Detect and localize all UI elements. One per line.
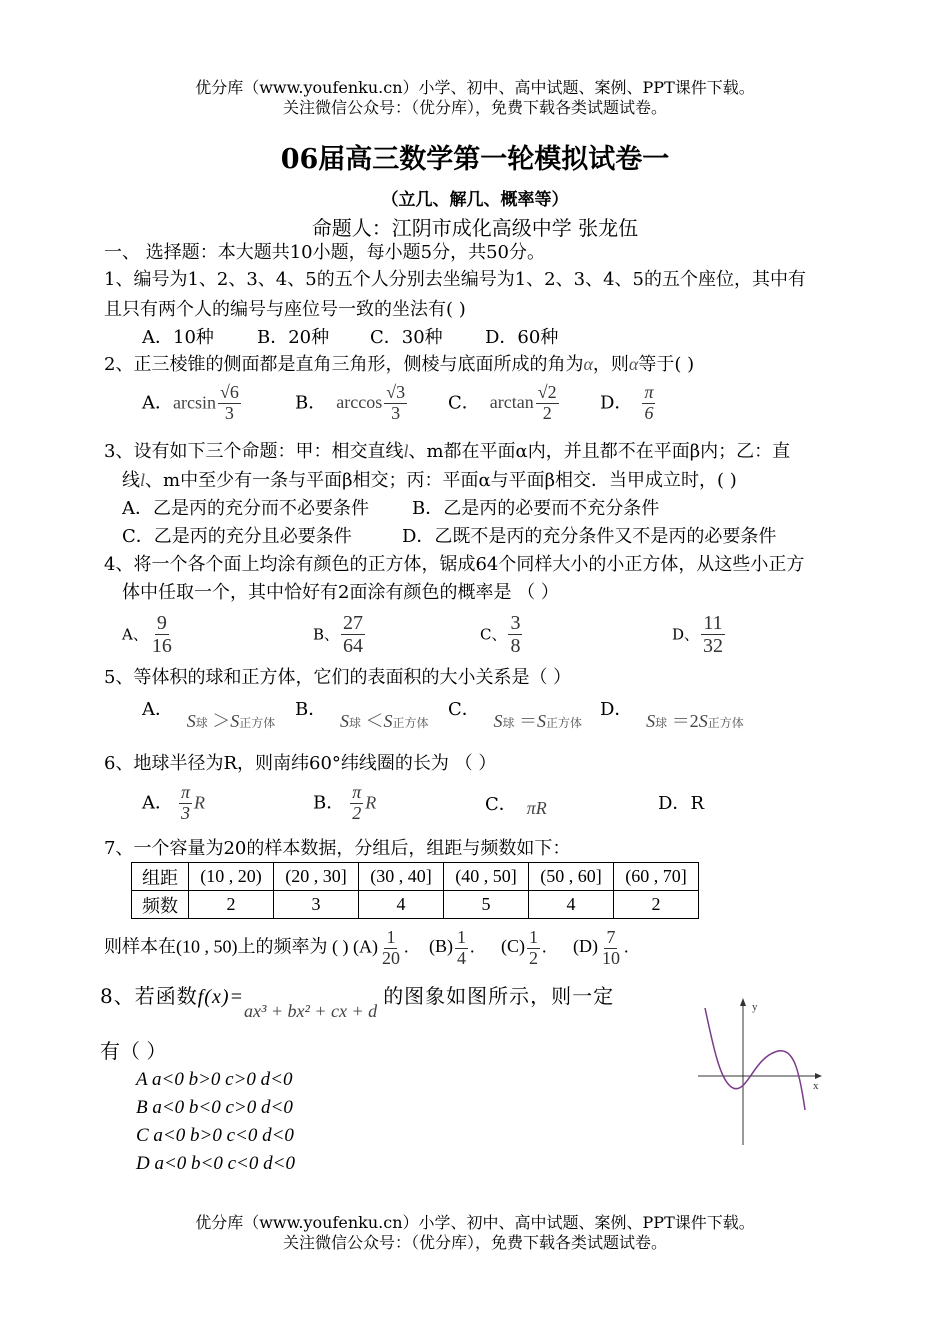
q2-text-b: ，则: [592, 354, 629, 375]
q4-den-d: 32: [703, 635, 724, 657]
q6-r-a: R: [194, 792, 206, 813]
subtitle: （立几、解几、概率等）: [381, 190, 569, 210]
table-cell: 2: [189, 891, 274, 919]
q2-func-c: arctan: [489, 392, 534, 413]
q2-num-b: √3: [386, 382, 406, 402]
table-cell: 组距: [132, 863, 189, 891]
q5-s2-c: S: [537, 711, 547, 731]
q5-sub1-d: 球: [655, 716, 668, 730]
q7-den-d: 10: [601, 947, 620, 968]
q5-sub2-c: 正方体: [546, 716, 583, 730]
q5-sub1-b: 球: [348, 716, 361, 730]
q2-text-c: 等于( ): [638, 354, 695, 375]
q8-option-a: A a<0 b>0 c>0 d<0: [136, 1069, 293, 1090]
q4-den-b: 64: [343, 635, 364, 657]
q6-option-a: [142, 783, 205, 824]
q7-answer-line: [104, 928, 628, 969]
q2-label-b: B．: [295, 392, 327, 414]
q6-option-d: [658, 793, 704, 815]
q2-option-b: [295, 383, 409, 424]
q5-label-d: D．: [600, 699, 633, 720]
q2-alpha-1: α: [583, 354, 593, 374]
q4-fraction-d: [701, 612, 725, 657]
q5-sub1-a: 球: [195, 716, 208, 730]
q5-label-c: C．: [448, 699, 480, 720]
q5-option-c: [448, 698, 583, 731]
q4-line-2: 体中任取一个，其中恰好有2面涂有颜色的概率是 （ ）: [122, 582, 559, 603]
q2-label-a: A．: [142, 392, 173, 414]
y-axis-arrow-icon: [740, 998, 746, 1006]
table-cell: 4: [359, 891, 444, 919]
q7-label-c: (C): [500, 936, 525, 957]
q2-fraction-d: [642, 383, 655, 424]
q4-fraction-c: [508, 612, 522, 657]
q5-s2-b: S: [383, 711, 393, 731]
q8-option-d: D a<0 b<0 c<0 d<0: [136, 1153, 295, 1174]
q7-num-a: 1: [386, 927, 396, 947]
q6-num-b: π: [352, 782, 362, 802]
q5-s1-a: S: [186, 711, 196, 731]
q5-s1-d: S: [646, 711, 656, 731]
q5-label-a: A．: [142, 699, 173, 720]
q5-s1-c: S: [493, 711, 503, 731]
q5-expr-a: [187, 711, 276, 731]
q2-fraction-b: [384, 383, 407, 424]
q5-s2-d: S: [698, 711, 708, 731]
q6-fraction-b: [350, 783, 363, 824]
q7-label-d: (D): [572, 936, 598, 957]
q1-line-1: 1、编号为1、2、3、4、5的五个人分别去坐编号为1、2、3、4、5的五个座位，其中有: [104, 269, 806, 290]
q5-sub2-a: 正方体: [239, 716, 276, 730]
q7-num-c: 1: [528, 927, 538, 947]
q4-option-a: [122, 612, 176, 657]
q3-line-1: [104, 440, 790, 463]
q4-fraction-b: [341, 612, 365, 657]
q5-expr-b: [340, 711, 429, 731]
q8-line-2: 有（ ）: [100, 1039, 167, 1063]
table-cell: (60 , 70]: [614, 863, 699, 891]
y-axis-label: y: [752, 1001, 758, 1013]
q3-option-b: B．乙是丙的必要而不充分条件: [412, 498, 660, 519]
q7-fraction-a: [380, 928, 402, 969]
q6-num-a: π: [181, 782, 191, 802]
q4-option-b: [313, 612, 367, 657]
author: 命题人：江阴市成化高级中学 张龙伍: [311, 216, 639, 240]
q5-sub1-c: 球: [502, 716, 515, 730]
q7-den-c: 2: [528, 947, 538, 968]
q2-stem: [104, 353, 694, 376]
q3-l-2: l: [140, 470, 146, 490]
q2-num-c: √2: [537, 382, 557, 402]
table-cell: (40 , 50]: [444, 863, 529, 891]
q5-op-d: ＝2: [671, 711, 699, 731]
table-cell: 4: [529, 891, 614, 919]
q5-option-a: [142, 698, 276, 731]
q1-line-2: 且只有两个人的编号与座位号一致的坐法有( ): [104, 299, 466, 320]
q6-label-c: C．: [485, 794, 517, 815]
q6-stem: 6、地球半径为R，则南纬60°纬线圈的长为 （ ）: [104, 753, 497, 774]
q5-expr-c: [494, 711, 583, 731]
q7-label-b: (B): [428, 936, 453, 957]
q8-expr: ax³ + bx² + cx + d: [243, 1001, 378, 1021]
q3-option-a: A．乙是丙的充分而不必要条件: [122, 498, 369, 519]
q6-option-b: [313, 783, 376, 824]
frequency-table: [131, 862, 699, 919]
table-row-frequency: [132, 891, 699, 919]
q5-stem: 5、等体积的球和正方体，它们的表面积的大小关系是（ ）: [104, 667, 572, 688]
q1-option-d: D．60种: [485, 327, 559, 348]
header-line-2: 关注微信公众号：（优分库），免费下载各类试题试卷。: [282, 98, 667, 117]
q2-option-d: [600, 383, 657, 424]
table-row-group: [132, 863, 699, 891]
q7-sep-b: .: [469, 936, 475, 957]
q4-label-b: B、: [313, 625, 340, 644]
q7-den-a: 20: [381, 947, 400, 968]
q3-line-2b: 、m中至少有一条与平面β相交；丙：平面α与平面β相交．当甲成立时，( ): [145, 470, 737, 491]
q2-label-c: C．: [448, 392, 480, 414]
q2-num-a: √6: [219, 382, 239, 402]
q5-sub2-d: 正方体: [707, 716, 744, 730]
q4-label-c: C、: [480, 625, 507, 644]
q8-text-b: 的图象如图所示，则一定: [383, 984, 615, 1008]
q2-text-a: 2、正三棱锥的侧面都是直角三角形，侧棱与底面所成的角为: [104, 354, 584, 375]
q3-option-d: D．乙既不是丙的充分条件又不是丙的必要条件: [402, 526, 777, 547]
q7-sep-a: .: [403, 936, 409, 957]
q8-stem: [100, 984, 615, 1021]
q6-den-a: 3: [181, 802, 191, 823]
q1-option-a: A．10种: [142, 327, 214, 348]
q7-num-b: 1: [456, 927, 466, 947]
q5-s1-b: S: [339, 711, 349, 731]
table-cell: 2: [614, 891, 699, 919]
q8-option-c: C a<0 b>0 c<0 d<0: [136, 1125, 294, 1146]
q2-func-b: arccos: [336, 392, 383, 413]
q3-line-2: [122, 469, 737, 492]
q5-op-b: ＜: [365, 711, 384, 731]
q7-tail: 则样本在(10 , 50)上的频率为 ( ): [104, 936, 353, 957]
q2-num-d: π: [644, 382, 654, 402]
table-cell: (30 , 40]: [359, 863, 444, 891]
table-cell: 5: [444, 891, 529, 919]
q7-den-b: 4: [456, 947, 466, 968]
q3-line-2a: 线: [122, 470, 140, 491]
q6-label-d: D．: [658, 793, 691, 814]
q3-l-1: l: [403, 441, 409, 461]
q2-option-a: [142, 383, 243, 424]
q4-num-b: 27: [343, 612, 364, 634]
header-line-1: 优分库（www.youfenku.cn）小学、初中、高中试题、案例、PPT课件下载。: [195, 78, 755, 97]
q7-stem: 7、一个容量为20的样本数据，分组后，组距与频数如下：: [104, 838, 571, 859]
section-heading: 一、 选择题：本大题共10小题，每小题5分，共50分。: [104, 242, 545, 263]
q2-alpha-2: α: [628, 354, 639, 374]
x-axis-label: x: [813, 1080, 819, 1092]
q2-fraction-c: [536, 383, 559, 424]
table-cell: 频数: [132, 891, 189, 919]
q4-fraction-a: [150, 612, 174, 657]
cubic-function-graph: [695, 990, 835, 1150]
table-cell: (50 , 60]: [529, 863, 614, 891]
q6-label-b: B．: [313, 792, 345, 814]
q5-s2-a: S: [230, 711, 240, 731]
q3-line-1b: 、m都在平面α内，并且都不在平面β内；乙：直: [408, 441, 791, 462]
q4-label-d: D、: [672, 625, 700, 644]
q6-expr-c: πR: [526, 798, 547, 818]
q7-fraction-c: [527, 928, 540, 969]
q8-option-b: B a<0 b<0 c>0 d<0: [136, 1097, 293, 1118]
q2-func-a: arcsin: [173, 392, 216, 413]
q5-option-d: [600, 698, 744, 731]
q7-label-a: (A): [352, 936, 378, 957]
q8-fx: f(x)=: [197, 986, 244, 1008]
q2-den-c: 2: [542, 402, 552, 423]
q8-text-a: 8、若函数: [100, 984, 198, 1008]
q6-d-text: R: [690, 793, 704, 814]
q5-label-b: B．: [295, 699, 327, 720]
table-cell: (10 , 20): [189, 863, 274, 891]
q2-den-d: 6: [644, 402, 654, 423]
q2-label-d: D．: [600, 392, 633, 414]
q5-sub2-b: 正方体: [392, 716, 429, 730]
q1-option-b: B．20种: [257, 327, 330, 348]
table-cell: 3: [274, 891, 359, 919]
q2-den-a: 3: [224, 402, 234, 423]
table-cell: (20 , 30]: [274, 863, 359, 891]
q5-expr-d: [646, 711, 744, 731]
function-curve: [705, 1008, 805, 1110]
q6-r-b: R: [365, 792, 377, 813]
q6-fraction-a: [179, 783, 192, 824]
q4-num-d: 11: [703, 612, 723, 634]
q3-option-c: C．乙是丙的充分且必要条件: [122, 526, 352, 547]
q7-num-d: 7: [606, 927, 616, 947]
q6-den-b: 2: [352, 802, 362, 823]
q5-op-a: ＞: [212, 711, 231, 731]
q3-line-1a: 3、设有如下三个命题：甲：相交直线: [104, 441, 404, 462]
q5-option-b: [295, 698, 429, 731]
q1-option-c: C．30种: [370, 327, 443, 348]
q4-label-a: A、: [122, 625, 148, 644]
q6-option-c: [485, 793, 547, 816]
q7-sep-d: .: [623, 936, 629, 957]
footer-line-2: 关注微信公众号：（优分库），免费下载各类试题试卷。: [282, 1233, 667, 1252]
page-title: 06届高三数学第一轮模拟试卷一: [280, 144, 670, 175]
q4-num-c: 3: [510, 612, 521, 634]
q4-den-a: 16: [151, 635, 172, 657]
q4-line-1: 4、将一个各个面上均涂有颜色的正方体，锯成64个同样大小的小正方体，从这些小正方: [104, 554, 805, 575]
q2-den-b: 3: [391, 402, 401, 423]
q4-num-a: 9: [156, 612, 167, 634]
q7-sep-c: .: [541, 936, 547, 957]
q4-option-c: [480, 612, 524, 657]
q4-option-d: [672, 612, 727, 657]
q7-fraction-b: [455, 928, 468, 969]
q2-option-c: [448, 383, 561, 424]
q6-label-a: A．: [142, 792, 173, 814]
x-axis-arrow-icon: [815, 1073, 822, 1079]
q2-fraction-a: [218, 383, 241, 424]
q5-op-c: ＝: [519, 711, 538, 731]
q7-fraction-d: [600, 928, 622, 969]
q4-den-c: 8: [510, 635, 521, 657]
footer-line-1: 优分库（www.youfenku.cn）小学、初中、高中试题、案例、PPT课件下载。: [195, 1213, 755, 1232]
